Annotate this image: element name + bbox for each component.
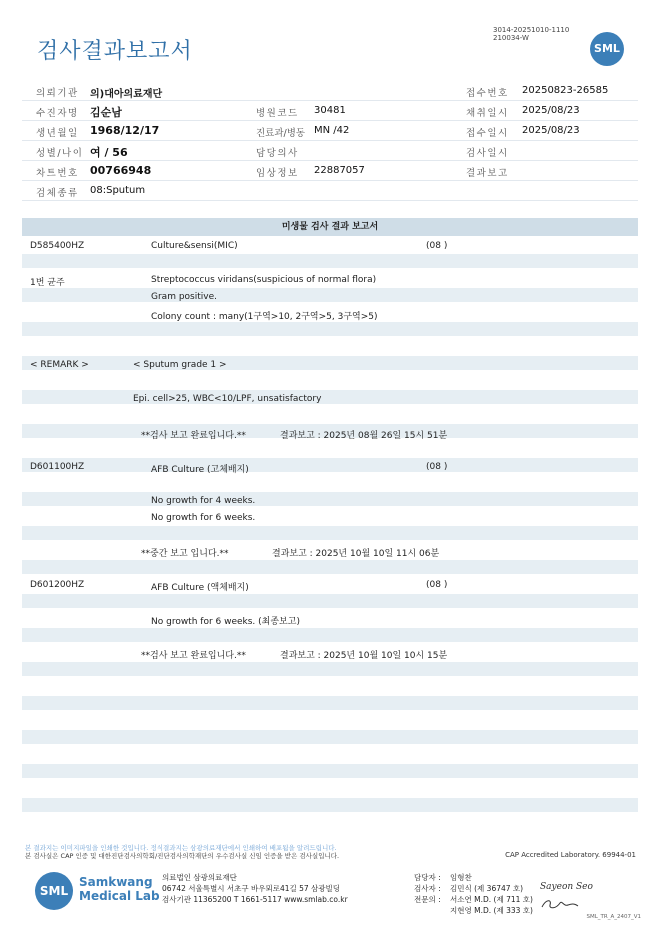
row-stripe	[22, 526, 638, 540]
document-id-line1: 3014-20251010-1110	[493, 26, 570, 34]
tester-label: 검사자 :	[414, 884, 441, 893]
row-stripe	[22, 798, 638, 812]
section-title: 미생물 검사 결과 보고서	[22, 218, 638, 236]
row-stripe	[22, 730, 638, 744]
result-text: No growth for 6 weeks.	[151, 513, 256, 523]
row-stripe	[22, 560, 638, 574]
test-name: Culture&sensi(MIC)	[151, 241, 238, 251]
lab-address-block	[162, 872, 348, 905]
document-id	[493, 26, 569, 42]
chart-no-value: 00766948	[90, 164, 152, 177]
sml-footer-logo: SML	[35, 872, 73, 910]
row-stripe	[22, 356, 638, 370]
specialist-name-2: 지현영 M.D. (제 333 호)	[450, 906, 533, 915]
institution-value: 의)대아의료재단	[90, 89, 163, 100]
institution-label: 의뢰기관	[36, 88, 79, 99]
report-label: 결과보고	[466, 168, 509, 179]
info-row-3	[22, 120, 638, 141]
staff-names	[450, 872, 533, 916]
test-code: D585400HZ	[30, 241, 85, 251]
doctor-label: 담당의사	[256, 148, 299, 159]
row-stripe	[22, 322, 638, 336]
manager-label: 담당자 :	[414, 873, 441, 882]
report-time: 결과보고 : 2025년 08월 26일 15시 51분	[280, 431, 448, 441]
name-value: 김순남	[90, 106, 122, 119]
remark-text: < Sputum grade 1 >	[133, 360, 227, 370]
test-code: D601200HZ	[30, 580, 85, 590]
test-name: AFB Culture (고체배지)	[151, 465, 249, 475]
row-stripe	[22, 696, 638, 710]
dept-label: 진료과/병동	[256, 128, 306, 139]
row-stripe	[22, 628, 638, 642]
clinical-label: 임상정보	[256, 168, 299, 179]
receipt-no-value: 20250823-26585	[522, 85, 609, 96]
chart-no-label: 차트번호	[36, 168, 79, 179]
specialist-signature: Sayeon Seo	[540, 882, 593, 892]
result-text: No growth for 6 weeks. (최종보고)	[151, 617, 300, 627]
test-date-label: 검사일시	[466, 148, 509, 159]
collect-date-value: 2025/08/23	[522, 105, 580, 116]
brand-name	[79, 875, 160, 903]
hospital-code-value: 30481	[314, 105, 346, 116]
birth-label: 생년월일	[36, 128, 79, 139]
info-row-4	[22, 140, 638, 161]
specimen-value: 08:Sputum	[90, 185, 146, 196]
row-stripe	[22, 594, 638, 608]
specimen-label: 검체종류	[36, 188, 79, 199]
info-row-6	[22, 180, 638, 201]
info-row-5	[22, 160, 638, 181]
brand-line2: Medical Lab	[79, 889, 160, 903]
address: 06742 서울특별시 서초구 바우뫼로41길 57 삼광빌딩	[162, 884, 341, 893]
cap-accreditation: CAP Accredited Laboratory. 69944-01	[505, 851, 636, 859]
document-id-line2: 210034-W	[493, 34, 529, 42]
sex-age-label: 성별/나이	[36, 148, 84, 159]
test-specimen-code: (08 )	[426, 462, 448, 472]
test-specimen-code: (08 )	[426, 241, 448, 251]
row-stripe	[22, 662, 638, 676]
row-stripe	[22, 288, 638, 302]
receipt-date-label: 접수일시	[466, 128, 509, 139]
tester-name: 김민식 (제 36747 호)	[450, 884, 524, 893]
receipt-date-value: 2025/08/23	[522, 125, 580, 136]
form-id: SML_TR_A_2407_V1	[586, 914, 641, 920]
receipt-no-label: 접수번호	[466, 88, 509, 99]
result-text: Gram positive.	[151, 292, 217, 302]
result-text: No growth for 4 weeks.	[151, 496, 256, 506]
row-stripe	[22, 390, 638, 404]
contact: 검사기관 11365200 T 1661-5117 www.smlab.co.kr	[162, 895, 348, 904]
result-text: Streptococcus viridans(suspicious of normal flora)	[151, 275, 377, 285]
name-label: 수진자명	[36, 108, 79, 119]
staff-labels	[414, 872, 441, 905]
sex-age-value: 여 / 56	[90, 146, 128, 159]
row-stripe	[22, 764, 638, 778]
test-code: D601100HZ	[30, 462, 85, 472]
remark-label: < REMARK >	[30, 360, 89, 370]
accreditation-notice: 본 검사실은 CAP 인증 및 대한진단검사의학회/진단검사의학재단의 우수검사실 신임 인증을 받은 검사실입니다.	[25, 852, 340, 860]
report-time: 결과보고 : 2025년 10월 10일 10시 15분	[280, 651, 448, 661]
info-row-2	[22, 100, 638, 121]
manager-name: 임형찬	[450, 873, 472, 882]
info-row-1	[22, 80, 638, 101]
test-name: AFB Culture (액체배지)	[151, 583, 249, 593]
row-stripe	[22, 254, 638, 268]
birth-value: 1968/12/17	[90, 124, 160, 137]
specialist-signature-2	[540, 896, 580, 915]
brand-line1: Samkwang	[79, 875, 153, 889]
specialist-name-1: 서소연 M.D. (제 711 호)	[450, 895, 533, 904]
clinical-value: 22887057	[314, 165, 365, 176]
row-stripe	[22, 492, 638, 506]
collect-date-label: 채취일시	[466, 108, 509, 119]
status-text: **검사 보고 완료입니다.**	[141, 651, 246, 661]
result-text: Colony count : many(1구역>10, 2구역>5, 3구역>5)	[151, 312, 378, 322]
hospital-code-label: 병원코드	[256, 108, 299, 119]
status-text: **검사 보고 완료입니다.**	[141, 431, 246, 441]
org-name: 의료법인 삼광의료재단	[162, 873, 237, 882]
test-specimen-code: (08 )	[426, 580, 448, 590]
sml-logo: SML	[590, 32, 624, 66]
remark-text: Epi. cell>25, WBC<10/LPF, unsatisfactory	[133, 394, 322, 404]
row-stripe	[22, 458, 638, 472]
report-time: 결과보고 : 2025년 10월 10일 11시 06분	[272, 549, 440, 559]
isolate-label: 1번 균주	[30, 278, 65, 288]
status-text: **중간 보고 입니다.**	[141, 549, 229, 559]
dept-value: MN /42	[314, 125, 350, 136]
specialist-label: 전문의 :	[414, 895, 441, 904]
image-copy-notice: 본 결과지는 이미지파일을 인쇄한 것입니다. 정식결과지는 삼광의료재단에서 인쇄하여 배포됨을 알려드립니다.	[25, 844, 337, 852]
document-title: 검사결과보고서	[37, 39, 193, 64]
